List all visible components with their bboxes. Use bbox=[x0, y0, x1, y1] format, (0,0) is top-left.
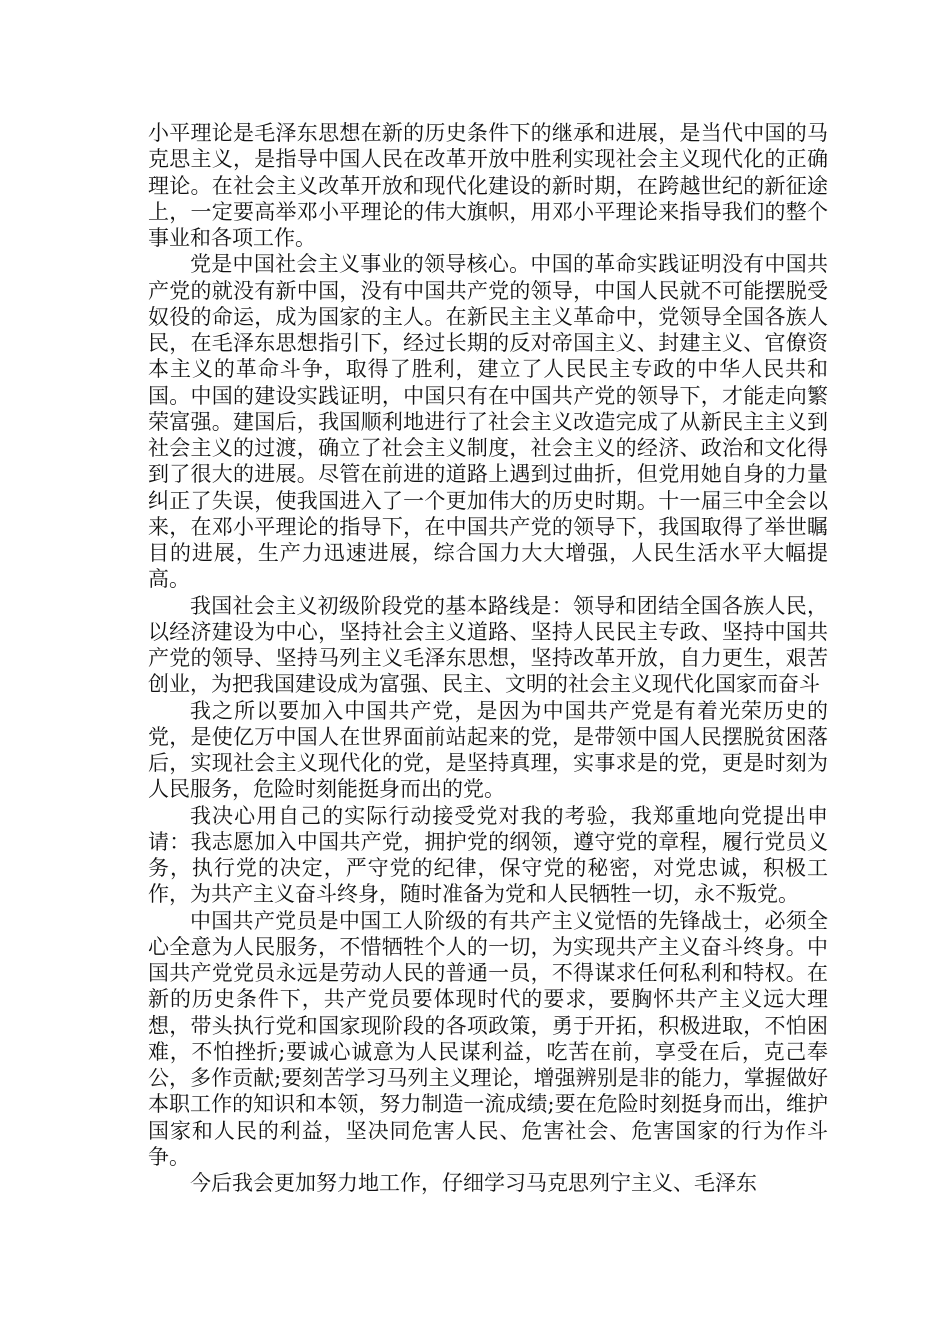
paragraph-continuation: 小平理论是毛泽东思想在新的历史条件下的继承和进展，是当代中国的马克思主义，是指导中国人民在改革开放中胜利实现社会主义现代化的正确理论。在社会主义改革开放和现代化建设的新时期，在跨越世纪的新征途上，一定要高举邓小平理论的伟大旗帜，用邓小平理论来指导我们的整个事业和各项工作。 bbox=[148, 121, 828, 250]
paragraph-party-leadership: 党是中国社会主义事业的领导核心。中国的革命实践证明没有中国共产党的就没有新中国，没有中国共产党的领导，中国人民就不可能摆脱受奴役的命运，成为国家的主人。在新民主主义革命中，党领导全国各族人民，在毛泽东思想指引下，经过长期的反对帝国主义、封建主义、官僚资本主义的革命斗争，取得了胜利，建立了人民民主专政的中华人民共和国。中国的建设实践证明，中国只有在中国共产党的领导下，才能走向繁荣富强。建国后，我国顺利地进行了社会主义改造完成了从新民主主义到社会主义的过渡，确立了社会主义制度，社会主义的经济、政治和文化得到了很大的进展。尽管在前进的道路上遇到过曲折，但党用她自身的力量纠正了失误，使我国进入了一个更加伟大的历史时期。十一届三中全会以来，在邓小平理论的指导下，在中国共产党的领导下，我国取得了举世瞩目的进展，生产力迅速进展，综合国力大大增强，人民生活水平大幅提高。 bbox=[148, 252, 828, 592]
paragraph-member-duties: 中国共产党员是中国工人阶级的有共产主义觉悟的先锋战士，必须全心全意为人民服务，不惜牺牲个人的一切，为实现共产主义奋斗终身。中国共产党党员永远是劳动人民的普通一员，不得谋求任何私利和特权。在新的历史条件下，共产党员要体现时代的要求，要胸怀共产主义远大理想，带头执行党和国家现阶段的各项政策，勇于开拓，积极进取，不怕困难，不怕挫折;要诚心诚意为人民谋利益，吃苦在前，享受在后，克己奉公，多作贡献;要刻苦学习马列主义理论，增强辨别是非的能力，掌握做好本职工作的知识和本领，努力制造一流成绩;要在危险时刻挺身而出，维护国家和人民的利益，坚决同危害人民、危害社会、危害国家的行为作斗争。 bbox=[148, 908, 828, 1169]
paragraph-reason-joining: 我之所以要加入中国共产党，是因为中国共产党是有着光荣历史的党，是使亿万中国人在世界面前站起来的党，是带领中国人民摆脱贫困落后，实现社会主义现代化的党，是坚持真理，实事求是的党，更是时刻为人民服务，危险时刻能挺身而出的党。 bbox=[148, 698, 828, 802]
paragraph-basic-line: 我国社会主义初级阶段党的基本路线是：领导和团结全国各族人民，以经济建设为中心，坚持社会主义道路、坚持人民民主专政、坚持中国共产党的领导、坚持马列主义毛泽东思想，坚持改革开放，自力更生，艰苦创业，为把我国建设成为富强、民主、文明的社会主义现代化国家而奋斗 bbox=[148, 593, 828, 697]
document-body bbox=[148, 120, 828, 1196]
paragraph-application: 我决心用自己的实际行动接受党对我的考验，我郑重地向党提出申请：我志愿加入中国共产党，拥护党的纲领，遵守党的章程，履行党员义务，执行党的决定，严守党的纪律，保守党的秘密，对党忠诚，积极工作，为共产主义奋斗终身，随时准备为党和人民牺牲一切，永不叛党。 bbox=[148, 803, 828, 907]
paragraph-future-plans: 今后我会更加努力地工作，仔细学习马克思列宁主义、毛泽东 bbox=[190, 1171, 757, 1195]
